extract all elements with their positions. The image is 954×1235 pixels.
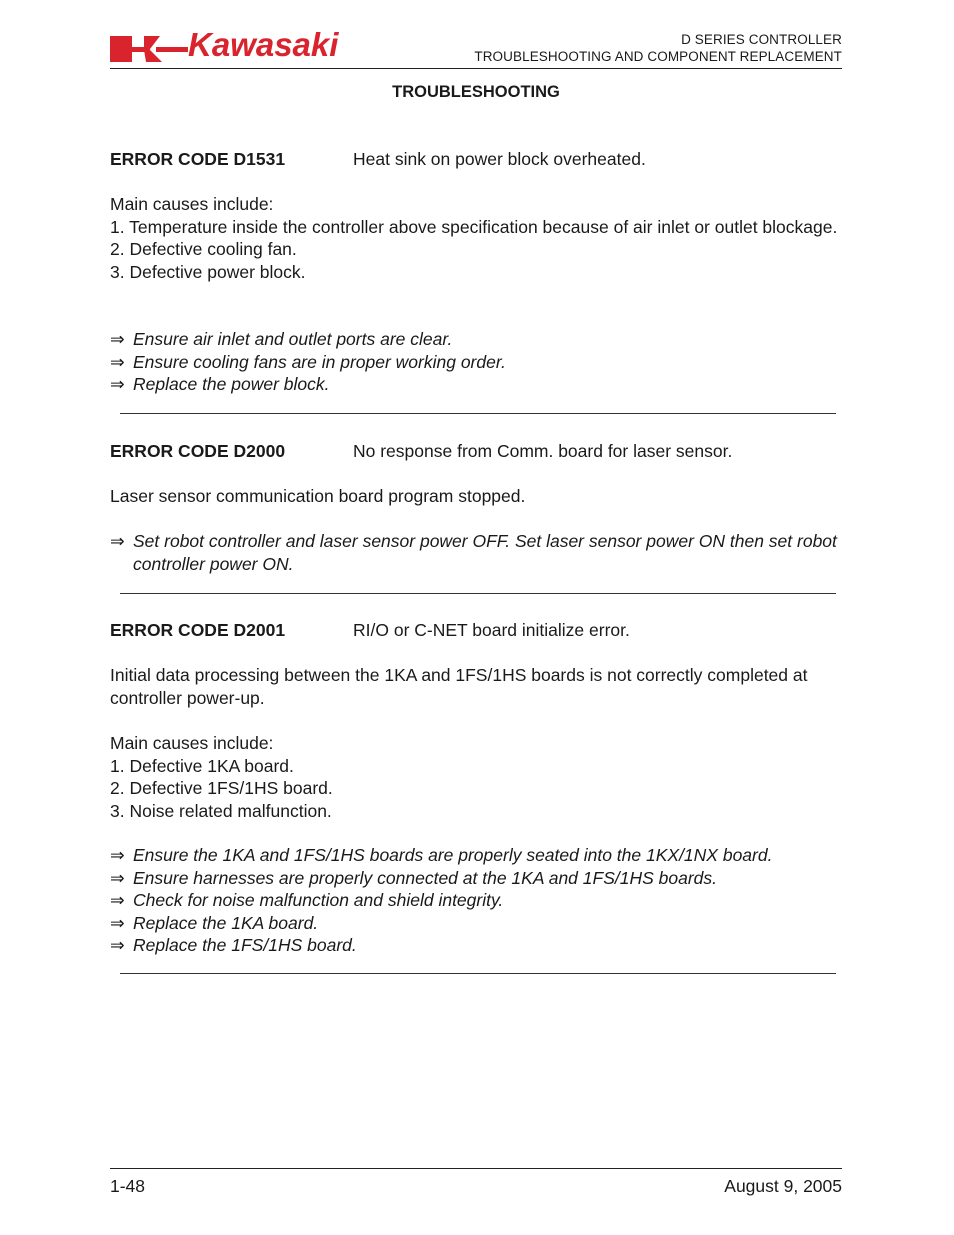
section-title: TROUBLESHOOTING — [392, 83, 560, 101]
kawasaki-logo — [110, 26, 390, 66]
error-d1531-actions — [110, 328, 845, 396]
error-d2001-actions — [110, 844, 845, 957]
right-double-arrow-icon: ⇒ — [110, 329, 125, 349]
action-text: Replace the 1FS/1HS board. — [133, 935, 357, 955]
error-code-label: ERROR CODE D2001 — [110, 620, 286, 640]
footer-rule — [110, 1168, 842, 1169]
error-d1531-causes — [110, 193, 845, 283]
error-d2000-actions — [110, 530, 845, 575]
action-text: Replace the 1KA board. — [133, 912, 319, 933]
right-double-arrow-icon: ⇒ — [110, 351, 125, 372]
action-item — [110, 867, 845, 890]
error-d2001-causes — [110, 732, 845, 822]
error-description: No response from Comm. board for laser sensor. — [353, 441, 733, 461]
cause-item: 2. Defective cooling fan. — [110, 239, 297, 259]
action-item — [110, 373, 845, 396]
right-double-arrow-icon: ⇒ — [110, 867, 125, 888]
action-text: Set robot controller and laser sensor power OFF. Set laser sensor power ON then set robot controller power ON. — [133, 531, 837, 574]
section-separator — [120, 593, 836, 594]
right-double-arrow-icon: ⇒ — [110, 531, 125, 551]
page-number: 1-48 — [110, 1176, 146, 1196]
action-item — [110, 912, 845, 935]
header-line-2: TROUBLESHOOTING AND COMPONENT REPLACEMENT — [474, 49, 842, 64]
causes-intro: Main causes include: — [110, 733, 274, 753]
cause-item: 1. Temperature inside the controller above specification because of air inlet or outlet blockage. — [110, 216, 838, 237]
action-item — [110, 530, 845, 575]
document-header — [474, 31, 842, 65]
revision-date: August 9, 2005 — [724, 1176, 842, 1196]
action-text: Replace the power block. — [133, 374, 330, 394]
section-separator — [120, 413, 836, 414]
action-item — [110, 844, 845, 867]
causes-intro: Main causes include: — [110, 194, 274, 214]
action-text: Ensure the 1KA and 1FS/1HS boards are properly seated into the 1KX/1NX board. — [133, 845, 773, 865]
error-d2000-heading — [110, 440, 845, 463]
right-double-arrow-icon: ⇒ — [110, 845, 125, 865]
right-double-arrow-icon: ⇒ — [110, 374, 125, 394]
action-text: Ensure harnesses are properly connected at the 1KA and 1FS/1HS boards. — [133, 867, 718, 888]
right-double-arrow-icon: ⇒ — [110, 912, 125, 933]
section-separator — [120, 973, 836, 974]
error-d2000-intro: Laser sensor communication board program stopped. — [110, 486, 526, 506]
error-code-label: ERROR CODE D1531 — [110, 149, 286, 169]
header-rule — [110, 68, 842, 69]
error-d2001-intro: Initial data processing between the 1KA and 1FS/1HS boards is not correctly completed at controller power-up. — [110, 665, 808, 708]
cause-item: 1. Defective 1KA board. — [110, 755, 294, 776]
brand-logo-text: Kawasaki — [188, 26, 339, 63]
action-item — [110, 889, 845, 912]
error-description: Heat sink on power block overheated. — [353, 149, 646, 169]
error-code-label: ERROR CODE D2000 — [110, 441, 286, 461]
action-item — [110, 934, 845, 957]
action-item — [110, 351, 845, 374]
right-double-arrow-icon: ⇒ — [110, 935, 125, 955]
action-text: Check for noise malfunction and shield integrity. — [133, 890, 504, 910]
error-description: RI/O or C-NET board initialize error. — [353, 620, 630, 640]
error-d2001-heading — [110, 619, 845, 642]
kawasaki-river-mark-icon — [110, 35, 188, 63]
cause-item: 2. Defective 1FS/1HS board. — [110, 778, 333, 798]
action-text: Ensure cooling fans are in proper working order. — [133, 351, 506, 372]
error-d1531-heading — [110, 148, 845, 171]
header-line-1: D SERIES CONTROLLER — [681, 32, 842, 47]
cause-item: 3. Defective power block. — [110, 261, 306, 282]
cause-item: 3. Noise related malfunction. — [110, 800, 332, 821]
action-text: Ensure air inlet and outlet ports are clear. — [133, 329, 453, 349]
right-double-arrow-icon: ⇒ — [110, 890, 125, 910]
action-item — [110, 328, 845, 351]
